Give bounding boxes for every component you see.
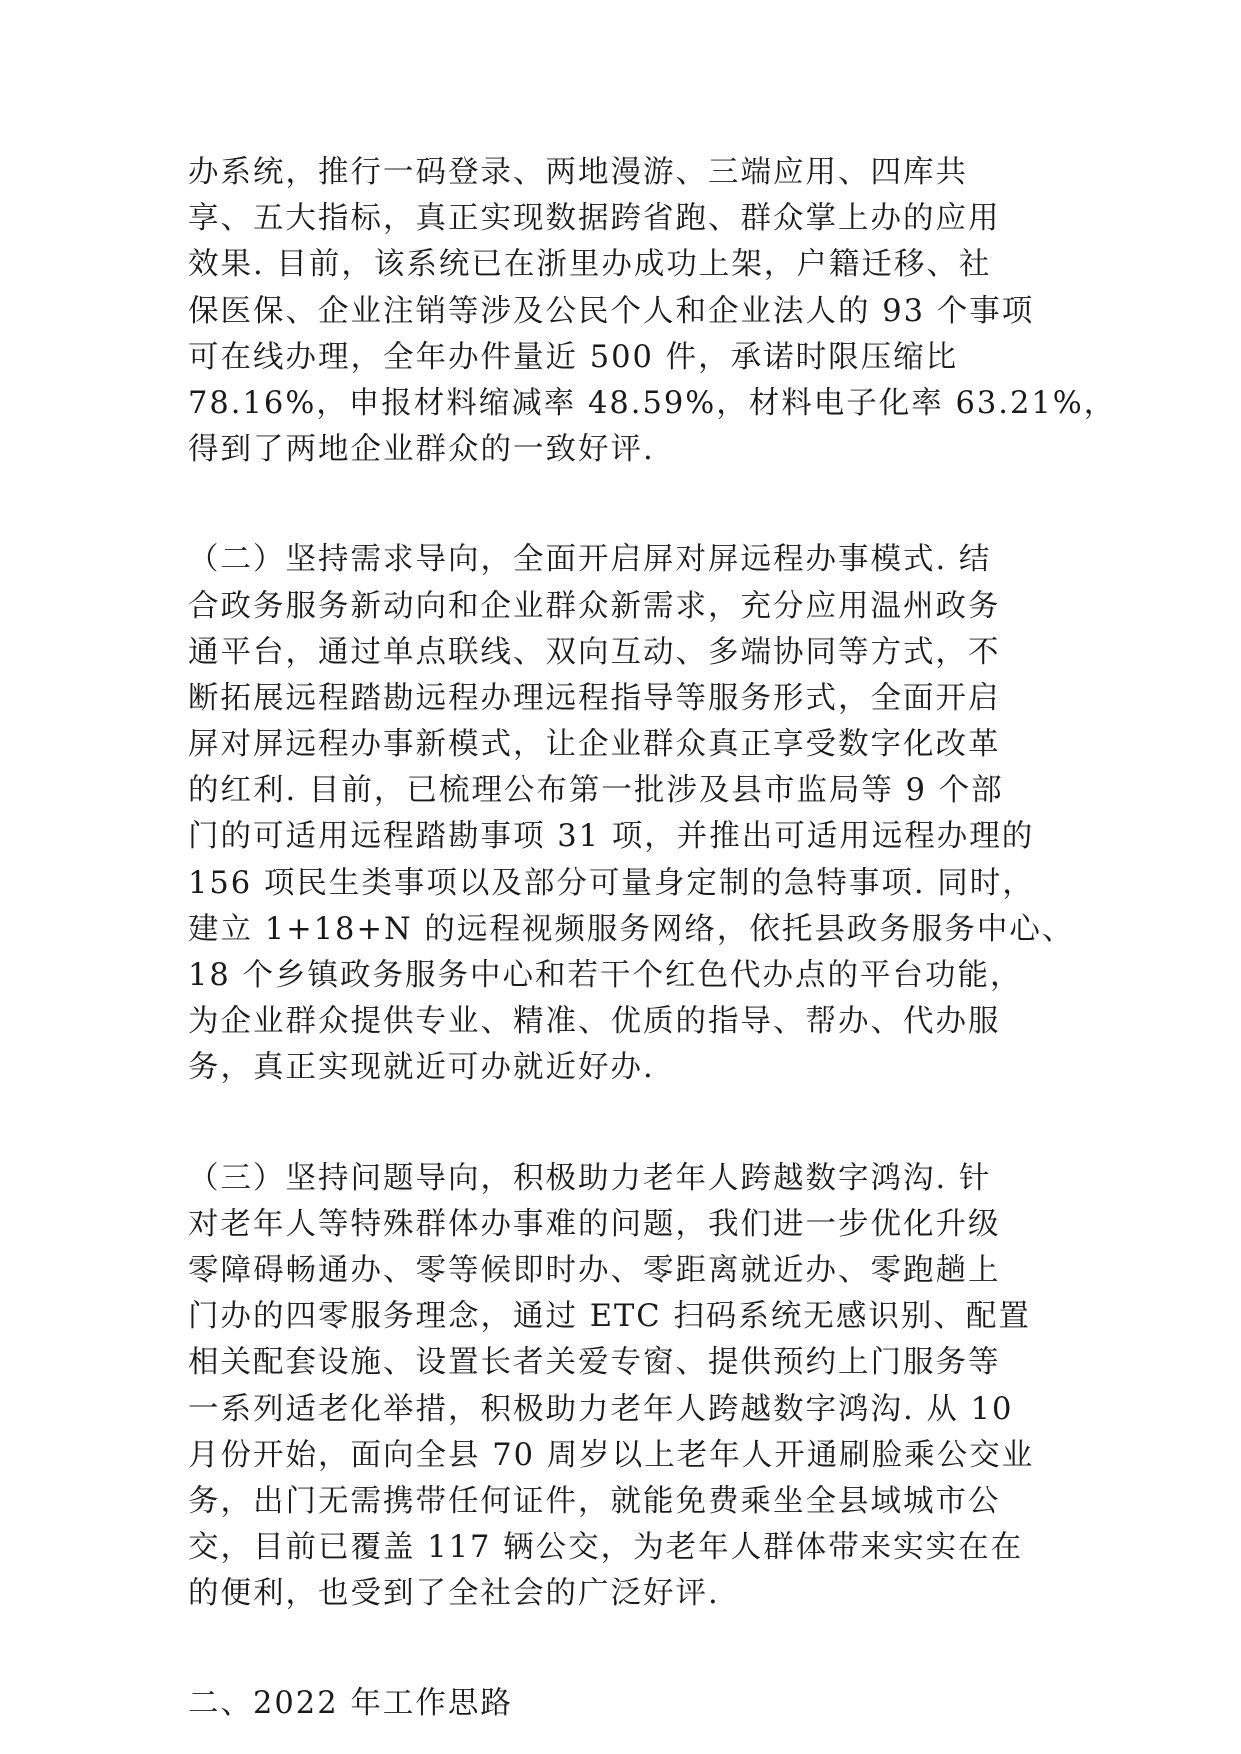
text-line: 务，真正实现就近可办就近好办. bbox=[188, 1050, 655, 1086]
text-line: （三）坚持问题导向，积极助力老年人跨越数字鸿沟. 针 bbox=[188, 1160, 992, 1196]
text-line: 享、五大指标，真正实现数据跨省跑、群众掌上办的应用 bbox=[188, 201, 1001, 237]
section-heading bbox=[188, 1681, 1078, 1727]
text-line: 零障碍畅通办、零等候即时办、零距离就近办、零跑趟上 bbox=[188, 1252, 1001, 1288]
text-line: 断拓展远程踏勘远程办理远程指导等服务形式，全面开启 bbox=[188, 680, 1001, 716]
text-line: 保医保、企业注销等涉及公民个人和企业法人的 93 个事项 bbox=[188, 293, 1035, 329]
text-line: 务，出门无需携带任何证件，就能免费乘坐全县域城市公 bbox=[188, 1483, 1001, 1519]
text-line: 对老年人等特殊群体办事难的问题，我们进一步优化升级 bbox=[188, 1206, 1001, 1242]
text-line: 门办的四零服务理念，通过 ETC 扫码系统无感识别、配置 bbox=[188, 1299, 1031, 1335]
text-line: 为企业群众提供专业、精准、优质的指导、帮办、代办服 bbox=[188, 1004, 1001, 1040]
paragraph-demand-oriented bbox=[188, 537, 1078, 1091]
text-line: 建立 1+18+N 的远程视频服务网络，依托县政务服务中心、 bbox=[188, 911, 1075, 947]
paragraph-remote-system bbox=[188, 150, 1117, 473]
text-line: 办系统，推行一码登录、两地漫游、三端应用、四库共 bbox=[188, 155, 968, 190]
paragraph-gap bbox=[188, 473, 1078, 537]
paragraph-gap bbox=[188, 1617, 1078, 1681]
text-line: 通平台，通过单点联线、双向互动、多端协同等方式，不 bbox=[188, 634, 1001, 670]
text-line: （二）坚持需求导向，全面开启屏对屏远程办事模式. 结 bbox=[188, 542, 992, 578]
document-body bbox=[188, 150, 1117, 1728]
text-line: 156 项民生类事项以及部分可量身定制的急特事项. 同时， bbox=[188, 865, 1035, 901]
text-line: 得到了两地企业群众的一致好评. bbox=[188, 432, 655, 468]
text-line: 屏对屏远程办事新模式，让企业群众真正享受数字化改革 bbox=[188, 727, 1001, 763]
paragraph-gap bbox=[188, 1092, 1078, 1156]
text-line: 合政务服务新动向和企业群众新需求，充分应用温州政务 bbox=[188, 588, 1001, 624]
paragraph-problem-oriented bbox=[188, 1156, 1078, 1618]
text-line: 门的可适用远程踏勘事项 31 项，并推出可适用远程办理的 bbox=[188, 819, 1035, 855]
text-line: 的便利，也受到了全社会的广泛好评. bbox=[188, 1576, 720, 1612]
heading-text: 二、2022 年工作思路 bbox=[188, 1686, 513, 1722]
text-line: 18 个乡镇政务服务中心和若干个红色代办点的平台功能， bbox=[188, 958, 1023, 993]
text-line: 交，目前已覆盖 117 辆公交，为老年人群体带来实实在在 bbox=[188, 1530, 1024, 1566]
text-line: 一系列适老化举措，积极助力老年人跨越数字鸿沟. 从 10 bbox=[188, 1391, 1014, 1427]
text-line: 可在线办理，全年办件量近 500 件，承诺时限压缩比 bbox=[188, 339, 959, 375]
text-line: 月份开始，面向全县 70 周岁以上老年人开通刷脸乘公交业 bbox=[188, 1437, 1035, 1473]
text-line: 的红利. 目前，已梳理公布第一批涉及县市监局等 9 个部 bbox=[188, 773, 1004, 809]
text-line: 相关配套设施、设置长者关爱专窗、提供预约上门服务等 bbox=[188, 1345, 1001, 1381]
text-line: 78.16%，申报材料缩减率 48.59%，材料电子化率 63.21%， bbox=[188, 385, 1117, 421]
text-line: 效果. 目前，该系统已在浙里办成功上架，户籍迁移、社 bbox=[188, 247, 992, 283]
